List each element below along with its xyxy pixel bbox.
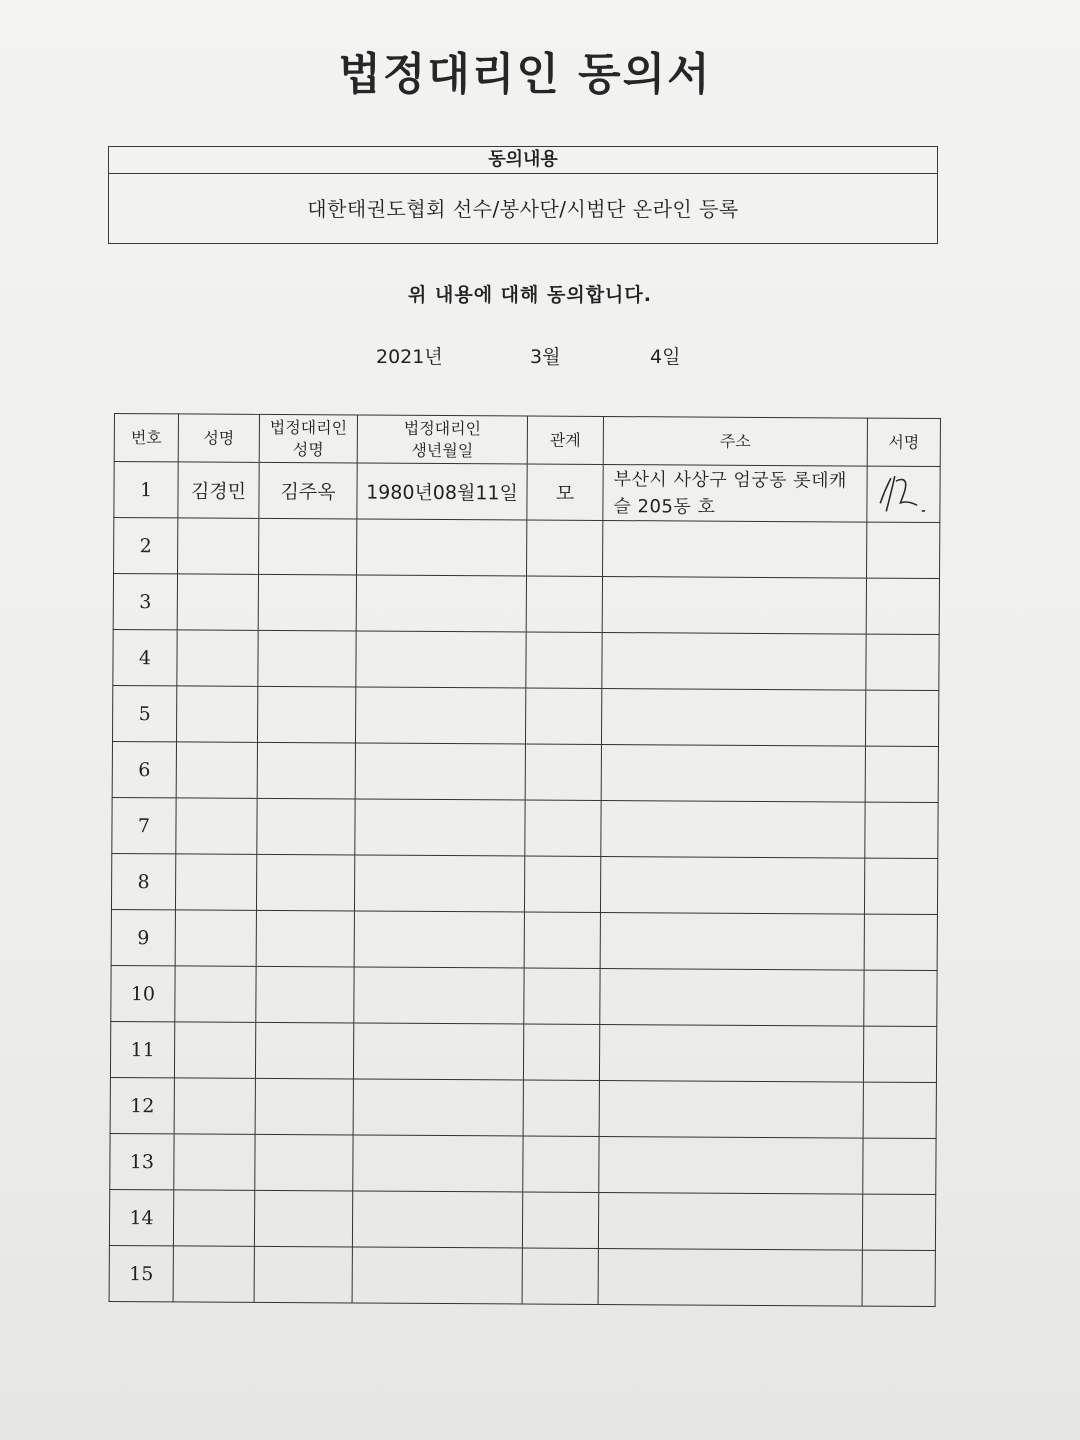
row-name-cell [177, 630, 258, 686]
row-guardian-name-cell [254, 1190, 352, 1247]
date-day: 4일 [650, 346, 681, 368]
header-number: 번호 [114, 414, 178, 462]
row-signature-cell [864, 914, 937, 970]
row-guardian-name-cell [256, 910, 354, 967]
table-header-row [114, 414, 940, 467]
row-relation-cell [523, 1136, 599, 1192]
row-relation-cell [523, 1080, 599, 1136]
row-address-cell [598, 1248, 862, 1306]
consent-content-body: 대한태권도협회 선수/봉사단/시범단 온라인 등록 [307, 197, 739, 221]
row-signature-cell [867, 466, 940, 522]
row-address-cell [601, 800, 865, 858]
row-signature-cell [863, 1026, 936, 1082]
row-guardian-name-cell [259, 518, 357, 575]
consent-content-header: 동의내용 [109, 147, 937, 174]
page-title: 법정대리인 동의서 [338, 49, 712, 100]
header-guardian-birth: 법정대리인 생년월일 [357, 415, 527, 464]
guardian-roster-table [109, 413, 941, 1307]
table-row [113, 574, 939, 635]
row-name-cell [175, 910, 256, 966]
row-address-cell [603, 520, 867, 578]
row-signature-cell [864, 970, 937, 1026]
row-name-cell [177, 574, 258, 630]
row-relation-cell [526, 632, 602, 688]
row-name-cell [174, 1134, 255, 1190]
table-row [109, 1245, 935, 1306]
row-address-cell [601, 688, 865, 746]
row-name-cell [173, 1246, 254, 1302]
row-name-cell: 김경민 [178, 462, 259, 518]
row-guardian-birth-cell [353, 1135, 523, 1192]
row-guardian-birth-cell [352, 1191, 522, 1248]
row-guardian-birth-cell [354, 855, 524, 912]
row-number-cell: 4 [113, 629, 177, 685]
row-guardian-birth-cell [356, 631, 526, 688]
row-relation-cell [522, 1248, 598, 1304]
date-month: 3월 [530, 346, 561, 368]
row-name-cell [178, 518, 259, 574]
row-guardian-birth-cell [354, 911, 524, 968]
row-number-cell: 7 [112, 797, 176, 853]
row-signature-cell [865, 802, 938, 858]
header-name: 성명 [178, 414, 259, 462]
header-relation: 관계 [527, 416, 603, 464]
row-signature-cell [865, 690, 938, 746]
row-number-cell: 14 [109, 1189, 173, 1245]
row-guardian-birth-cell [355, 743, 525, 800]
table-row [111, 965, 937, 1026]
row-guardian-birth-cell [355, 687, 525, 744]
row-address-cell [602, 632, 866, 690]
row-name-cell [176, 686, 257, 742]
table-row [109, 1189, 935, 1250]
row-relation-cell [524, 968, 600, 1024]
row-signature-cell [864, 858, 937, 914]
row-address-cell [603, 464, 867, 522]
table-row [111, 853, 937, 914]
header-signature: 서명 [867, 418, 940, 466]
row-guardian-birth-cell [352, 1247, 522, 1304]
row-guardian-birth-cell [357, 519, 527, 576]
row-name-cell [173, 1190, 254, 1246]
row-address-cell [598, 1192, 862, 1250]
row-relation-cell: 모 [527, 464, 603, 520]
row-signature-cell [866, 634, 939, 690]
row-name-cell [174, 1022, 255, 1078]
row-signature-cell [862, 1194, 935, 1250]
row-signature-cell [867, 522, 940, 578]
date-year: 2021년 [376, 346, 443, 368]
table-row [110, 1021, 936, 1082]
row-number-cell: 15 [109, 1245, 173, 1301]
row-relation-cell [527, 520, 603, 576]
handwritten-signature-icon [872, 472, 934, 516]
row-relation-cell [523, 1024, 599, 1080]
row-number-cell: 10 [111, 965, 175, 1021]
row-number-cell: 8 [111, 853, 175, 909]
header-guardian-name: 법정대리인 성명 [259, 414, 357, 463]
row-guardian-name-cell [257, 798, 355, 855]
table-row [110, 1077, 936, 1138]
address-line-2: 슬 205동 호 [613, 495, 716, 518]
row-name-cell [176, 742, 257, 798]
table-row [111, 909, 937, 970]
row-guardian-birth-cell [353, 1023, 523, 1080]
row-guardian-name-cell [256, 854, 354, 911]
row-guardian-birth-cell [353, 1079, 523, 1136]
row-address-cell [599, 1080, 863, 1138]
row-guardian-name-cell [256, 966, 354, 1023]
row-guardian-birth-cell: 1980년08월11일 [357, 463, 527, 520]
row-relation-cell [524, 912, 600, 968]
row-guardian-name-cell [255, 1134, 353, 1191]
row-number-cell: 12 [110, 1077, 174, 1133]
row-name-cell [174, 1078, 255, 1134]
table-row [114, 462, 940, 523]
table-row [113, 629, 939, 690]
row-guardian-name-cell: 김주옥 [259, 462, 357, 519]
row-guardian-name-cell [257, 686, 355, 743]
row-address-cell [601, 744, 865, 802]
header-address: 주소 [603, 416, 867, 466]
agreement-statement: 위 내용에 대해 동의합니다. [408, 284, 652, 306]
row-guardian-birth-cell [356, 575, 526, 632]
row-name-cell [175, 854, 256, 910]
row-number-cell: 13 [110, 1133, 174, 1189]
row-address-cell [599, 1136, 863, 1194]
table-row [112, 741, 938, 802]
row-signature-cell [865, 746, 938, 802]
table-row [112, 685, 938, 746]
row-name-cell [175, 966, 256, 1022]
row-signature-cell [862, 1250, 935, 1306]
table-row [112, 797, 938, 858]
row-relation-cell [525, 800, 601, 856]
consent-content-box [108, 146, 938, 244]
row-guardian-name-cell [257, 742, 355, 799]
row-guardian-name-cell [255, 1022, 353, 1079]
row-number-cell: 2 [114, 518, 178, 574]
row-number-cell: 1 [114, 462, 178, 518]
row-guardian-name-cell [255, 1078, 353, 1135]
table-row [114, 518, 940, 579]
row-number-cell: 11 [110, 1021, 174, 1077]
row-address-cell [600, 912, 864, 970]
row-name-cell [176, 798, 257, 854]
row-number-cell: 9 [111, 909, 175, 965]
row-signature-cell [863, 1082, 936, 1138]
row-signature-cell [866, 578, 939, 634]
row-number-cell: 5 [112, 685, 176, 741]
table-row [110, 1133, 936, 1194]
row-relation-cell [526, 576, 602, 632]
row-address-cell [599, 1024, 863, 1082]
row-guardian-birth-cell [354, 967, 524, 1024]
row-address-cell [600, 968, 864, 1026]
row-relation-cell [525, 688, 601, 744]
row-address-cell [602, 576, 866, 634]
row-number-cell: 3 [113, 574, 177, 630]
row-guardian-birth-cell [355, 799, 525, 856]
row-relation-cell [524, 856, 600, 912]
row-signature-cell [863, 1138, 936, 1194]
row-relation-cell [522, 1192, 598, 1248]
row-number-cell: 6 [112, 741, 176, 797]
address-line-1: 부산시 사상구 엄궁동 롯데캐 [613, 468, 847, 491]
row-guardian-name-cell [258, 574, 356, 631]
row-guardian-name-cell [254, 1246, 352, 1303]
row-address-cell [600, 856, 864, 914]
row-relation-cell [525, 744, 601, 800]
row-guardian-name-cell [258, 630, 356, 687]
